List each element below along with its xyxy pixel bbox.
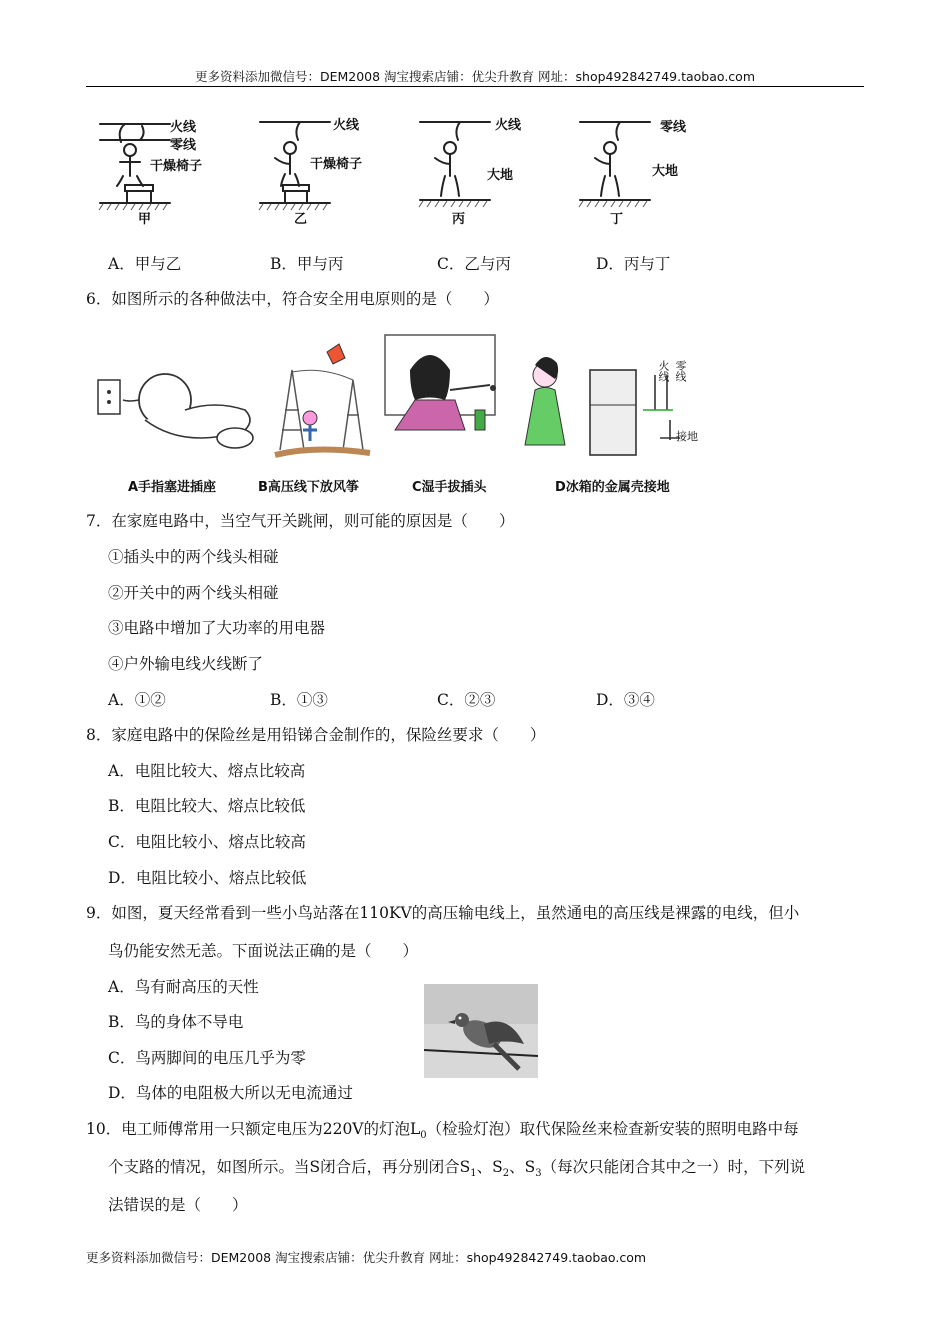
q5-option-b: B．甲与丙 <box>270 255 344 273</box>
q9-bird-photo <box>424 984 538 1078</box>
fig4-caption: 丁 <box>610 212 624 227</box>
fig4-label-zero: 零线 <box>660 120 687 135</box>
q7-item-2: ②开关中的两个线头相碰 <box>108 584 279 602</box>
q9-stem-line1: 9．如图，夏天经常看到一些小鸟站落在110KV的高压输电线上，虽然通电的高压线是裸露的电线，但小 <box>86 904 800 922</box>
fig2-label-fire: 火线 <box>333 118 360 133</box>
q7-option-d: D．③④ <box>596 691 655 709</box>
fig2-caption: 乙 <box>294 212 308 227</box>
q8-stem: 8．家庭电路中的保险丝是用铅锑合金制作的，保险丝要求（ ） <box>86 726 546 744</box>
q7-stem: 7．在家庭电路中，当空气开关跳闸，则可能的原因是（ ） <box>86 512 515 530</box>
fig2-label-chair: 干燥椅子 <box>310 157 363 172</box>
page-header: 更多资料添加微信号：DEM2008 淘宝搜索店铺：优尖升教育 网址：shop492842749.taobao.com <box>194 69 756 84</box>
q6-figures <box>95 330 710 470</box>
fig3-label-fire: 火线 <box>495 118 522 133</box>
fig1-label-fire: 火线 <box>170 120 197 135</box>
fig1-label-zero: 零线 <box>170 138 197 153</box>
q7-item-1: ①插头中的两个线头相碰 <box>108 548 279 566</box>
q9-option-b: B．鸟的身体不导电 <box>108 1013 244 1031</box>
q7-item-4: ④户外输电线火线断了 <box>108 655 264 673</box>
q6-caption-a: A手指塞进插座 <box>128 480 217 495</box>
q6-diagram-ground: 接地 <box>676 430 698 443</box>
fig1-label-chair: 干燥椅子 <box>150 159 203 174</box>
q7-option-a: A．①② <box>108 691 166 709</box>
q10-line2: 个支路的情况，如图所示。当S闭合后，再分别闭合$S_1$、$S_2$、$S_3$（每次只能闭合其中之一）时，下列说 <box>108 1158 806 1180</box>
q5-option-c: C．乙与丙 <box>437 255 511 273</box>
q6-caption-c: C湿手拔插头 <box>412 480 487 495</box>
fig4-label-ground: 大地 <box>652 164 679 179</box>
q10-line3: 法错误的是（ ） <box>108 1196 248 1214</box>
q5-option-d: D．丙与丁 <box>596 255 671 273</box>
q6-diagram-zero: 零线 <box>674 360 687 382</box>
q9-option-a: A．鸟有耐高压的天性 <box>108 978 259 996</box>
q7-item-3: ③电路中增加了大功率的用电器 <box>108 619 326 637</box>
fig1-caption: 甲 <box>138 212 152 227</box>
q8-option-c: C．电阻比较小、熔点比较高 <box>108 833 306 851</box>
q9-stem-line2: 鸟仍能安然无恙。下面说法正确的是（ ） <box>108 942 419 960</box>
q6-caption-d: D冰箱的金属壳接地 <box>555 480 670 495</box>
q8-option-a: A．电阻比较大、熔点比较高 <box>108 762 306 780</box>
q9-option-d: D．鸟体的电阻极大所以无电流通过 <box>108 1084 353 1102</box>
q7-option-b: B．①③ <box>270 691 328 709</box>
q10-line1: 10．电工师傅常用一只额定电压为220V的灯泡$L_0$（检验灯泡）取代保险丝来检查新安装的照明电路中每 <box>86 1120 799 1142</box>
q6-stem: 6．如图所示的各种做法中，符合安全用电原则的是（ ） <box>86 290 499 308</box>
header-rule <box>86 86 864 87</box>
fig3-caption: 丙 <box>452 212 466 227</box>
page-footer: 更多资料添加微信号：DEM2008 淘宝搜索店铺：优尖升教育 网址：shop492842749.taobao.com <box>86 1250 647 1265</box>
q7-option-c: C．②③ <box>437 691 496 709</box>
q9-option-c: C．鸟两脚间的电压几乎为零 <box>108 1049 306 1067</box>
q6-diagram-fire: 火线 <box>657 360 670 382</box>
q6-caption-b: B高压线下放风筝 <box>258 480 359 495</box>
q8-option-d: D．电阻比较小、熔点比较低 <box>108 869 307 887</box>
fig3-label-ground: 大地 <box>487 168 514 183</box>
q5-option-a: A．甲与乙 <box>108 255 182 273</box>
q8-option-b: B．电阻比较大、熔点比较低 <box>108 797 306 815</box>
